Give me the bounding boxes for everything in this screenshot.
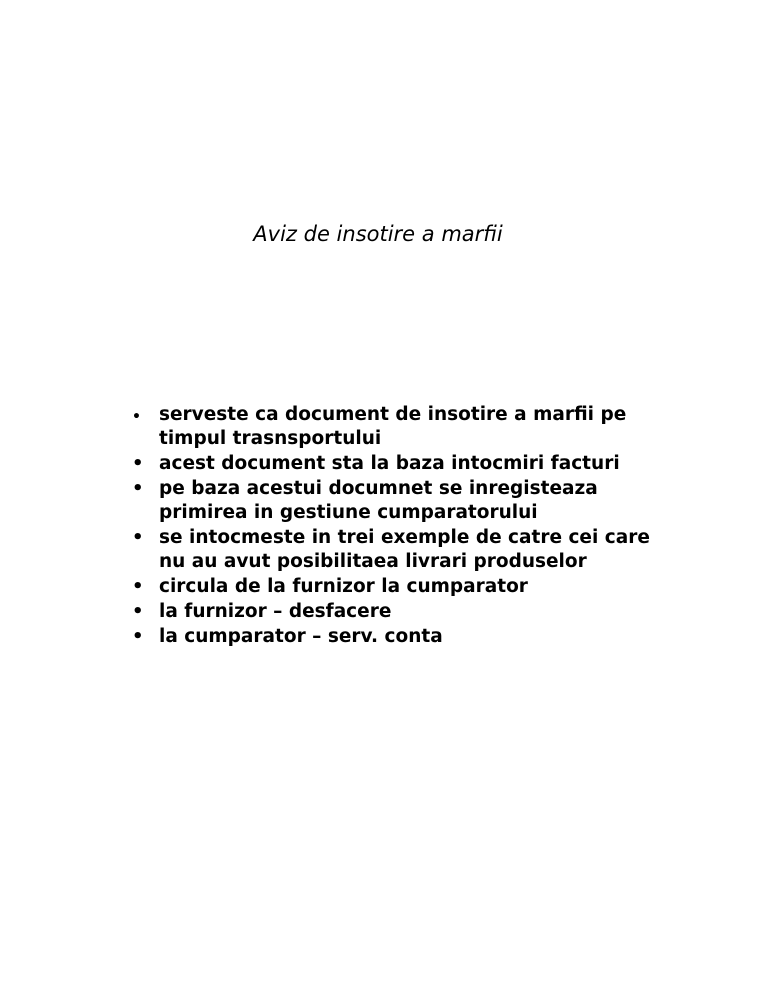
list-item-text: la furnizor – desfacere: [159, 601, 392, 622]
list-item-text: serveste ca document de insotire a marfii pe timpul trasnsportului: [159, 404, 627, 449]
list-item: [132, 575, 652, 599]
list-item: [132, 625, 652, 649]
list-item: [132, 526, 652, 574]
list-item: [132, 477, 652, 525]
bullet-icon: •: [132, 601, 144, 622]
bullet-icon: •: [132, 527, 144, 548]
bullet-icon: •: [132, 478, 144, 499]
list-item-text: acest document sta la baza intocmiri facturi: [159, 453, 620, 474]
list-item: [132, 403, 652, 451]
list-item-text: se intocmeste in trei exemple de catre cei care nu au avut posibilitaea livrari produselor: [159, 527, 650, 572]
bullet-icon: •: [132, 576, 144, 597]
list-item-text: pe baza acestui documnet se inregisteaza primirea in gestiune cumparatorului: [159, 478, 598, 523]
bullet-icon: •: [132, 626, 144, 647]
list-item: [132, 600, 652, 624]
list-item-text: la cumparator – serv. conta: [159, 626, 443, 647]
bullet-list: [132, 403, 652, 650]
list-item: [132, 452, 652, 476]
list-item-text: circula de la furnizor la cumparator: [159, 576, 528, 597]
document-title: Aviz de insotire a marfii: [253, 222, 503, 246]
bullet-icon: •: [132, 453, 144, 474]
bullet-icon: •: [132, 409, 141, 425]
